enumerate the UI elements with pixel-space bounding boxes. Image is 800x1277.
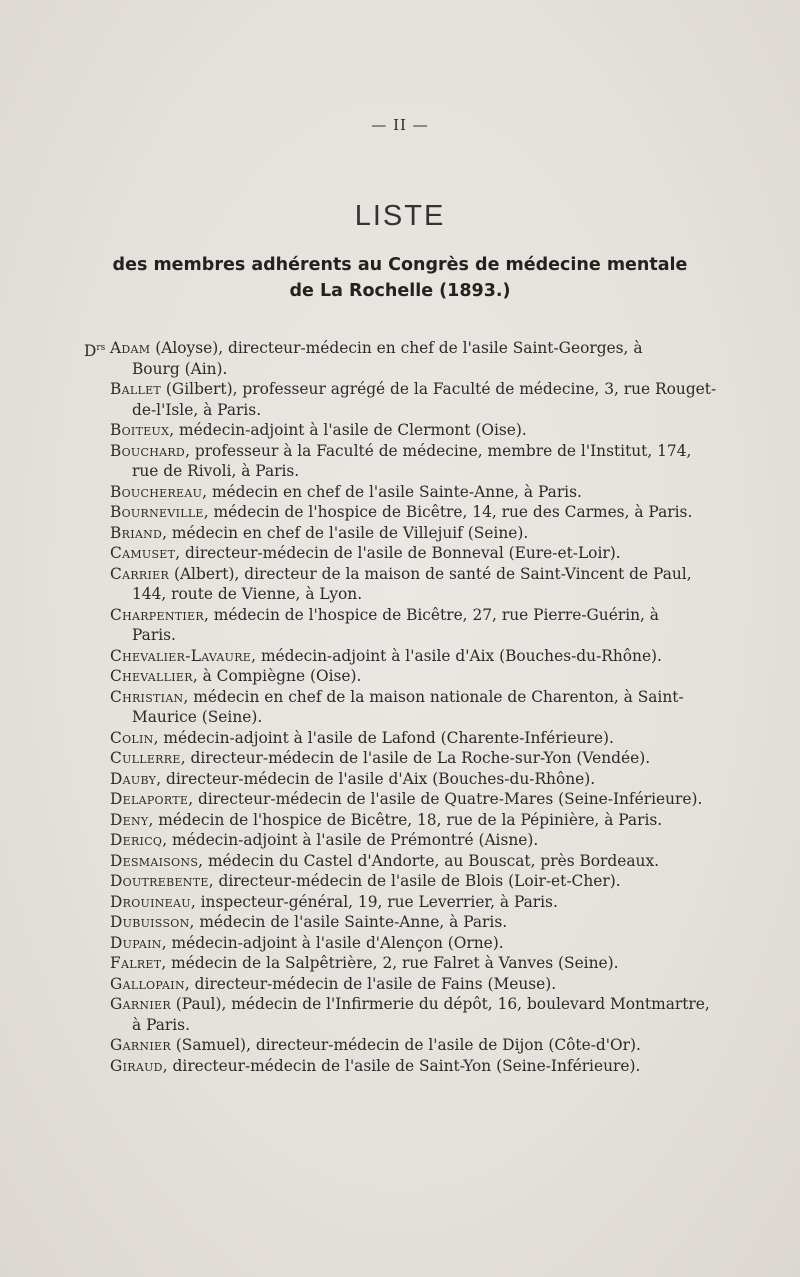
member-description: (Samuel), directeur-médecin de l'asile de Dijon (Côte-d'Or). [170,1036,641,1054]
member-name: Falret [110,954,162,972]
member-entry [110,441,710,482]
member-description: Maurice (Seine). [132,708,263,726]
member-entry [110,810,710,831]
member-description: , médecin-adjoint à l'asile de Prémontré (Aisne). [162,831,539,849]
member-description: , médecin de l'hospice de Bicêtre, 18, rue de la Pépinière, à Paris. [148,810,663,829]
member-name: Doutrebente [110,872,209,890]
member-name: Desmaisons [110,851,199,870]
member-description: de-l'Isle, à Paris. [132,400,262,419]
entry-first-line [110,379,717,400]
entry-first-line [110,953,710,974]
member-description: , inspecteur-général, 19, rue Leverrier, à Paris. [190,892,558,911]
member-entry [110,605,710,646]
entry-first-line [110,892,710,913]
member-name: Drouineau [110,892,191,911]
member-entry [110,769,710,790]
member-name: Garnier [110,1036,171,1054]
entry-first-line [110,810,710,831]
entry-first-line [110,912,710,933]
member-description: (Gilbert), professeur agrégé de la Faculté de médecine, 3, rue Rouget- [161,380,717,398]
member-description: , médecin de l'hospice de Bicêtre, 27, rue Pierre-Guérin, à [203,605,659,624]
entry-continuation-line [110,625,710,646]
member-name: Bouchard [110,441,186,460]
member-name: Deny [110,810,149,829]
entry-first-line [110,605,710,626]
member-name: Colin [110,728,154,747]
entry-continuation-line [110,584,710,605]
member-description: (Paul), médecin de l'Infirmerie du dépôt, 16, boulevard Montmartre, [170,995,710,1013]
member-entry [110,974,710,995]
member-description: , directeur-médecin de l'asile d'Aix (Bouches-du-Rhône). [156,769,596,788]
member-entry [110,379,717,420]
member-name: Bouchereau [110,482,203,501]
page-subtitle [0,252,800,304]
member-entry [110,892,710,913]
member-name: Carrier [110,564,170,583]
member-description: , médecin en chef de l'asile Sainte-Anne, à Paris. [202,482,582,501]
entry-first-line [110,974,710,995]
member-description: 144, route de Vienne, à Lyon. [132,585,363,603]
member-description: , médecin-adjoint à l'asile d'Alençon (Orne). [161,933,504,952]
member-description: , médecin de l'asile Sainte-Anne, à Paris. [189,913,508,931]
member-entry [110,728,710,749]
member-entry [110,523,710,544]
member-entry [110,933,710,954]
entry-continuation-line [110,707,710,728]
member-name: Charpentier [110,605,204,624]
entry-first-line [110,523,710,544]
member-description: , directeur-médecin de l'asile de Saint-Yon (Seine-Inférieure). [162,1056,641,1075]
entry-first-line [110,564,710,585]
member-name: Christian [110,687,184,706]
member-entry [110,564,710,605]
member-name: Gallopain [110,974,185,993]
entry-first-line [110,789,710,810]
member-entry [110,789,710,810]
subtitle-line-2: de La Rochelle (1893.) [289,281,511,301]
member-entry [110,420,710,441]
member-name: Bourneville [110,503,204,521]
member-entry [110,666,710,687]
member-description: , médecin en chef de l'asile de Villejuif (Seine). [162,523,529,542]
entry-first-line [110,666,710,687]
member-description: , médecin-adjoint à l'asile d'Aix (Bouches-du-Rhône). [251,646,662,665]
entry-continuation-line [110,400,710,421]
member-description: Paris. [132,626,176,644]
member-description: , médecin du Castel d'Andorte, au Bouscat, près Bordeaux. [198,851,660,870]
entry-first-line [110,420,710,441]
entry-first-line [110,1056,710,1077]
member-name: Giraud [110,1056,163,1075]
entry-first-line [110,871,710,892]
member-description: rue de Rivoli, à Paris. [132,462,300,480]
entry-first-line [110,933,710,954]
member-list [84,338,717,1076]
page-number: — II — [371,116,429,134]
entry-first-line [110,646,710,667]
member-name: Ballet [110,380,162,398]
member-name: Cullerre [110,749,181,767]
member-name: Dauby [110,769,157,788]
member-description: , à Compiègne (Oise). [192,667,362,685]
member-name: Chevalier-Lavaure [110,646,252,665]
entry-first-line [110,441,710,462]
member-description: , médecin-adjoint à l'asile de Lafond (Charente-Inférieure). [153,728,614,747]
member-description: , directeur-médecin de l'asile de La Roche-sur-Yon (Vendée). [180,749,651,767]
entry-first-line [110,338,710,359]
entry-first-line [110,482,710,503]
member-entry [110,912,710,933]
entry-first-line [110,502,710,523]
entry-first-line [110,1035,710,1056]
member-entry [110,748,710,769]
member-description: , directeur-médecin de l'asile de Fains (Meuse). [184,974,557,993]
member-entry [110,871,710,892]
member-entry [110,338,710,379]
entry-continuation-line [110,461,710,482]
entry-first-line [110,830,710,851]
member-description: , médecin-adjoint à l'asile de Clermont (Oise). [169,421,527,439]
member-description: à Paris. [132,1015,190,1034]
member-description: , directeur-médecin de l'asile de Blois (Loir-et-Cher). [208,872,621,890]
entry-first-line [110,543,710,564]
member-name: Dericq [110,831,163,849]
member-name: Dubuisson [110,913,190,931]
prefix-letter: D [84,342,97,361]
member-description: , médecin de l'hospice de Bicêtre, 14, rue des Carmes, à Paris. [203,503,693,521]
entry-first-line [110,769,710,790]
member-entry [110,502,710,523]
subtitle-line-1: des membres adhérents au Congrès de médecine mentale [112,255,688,275]
entry-first-line [110,748,710,769]
doctors-prefix [84,338,105,362]
member-name: Chevallier [110,667,193,685]
member-entry [110,851,710,872]
entry-first-line [110,728,710,749]
prefix-superscript: rs [96,343,106,353]
member-description: , directeur-médecin de l'asile de Quatre-Mares (Seine-Inférieure). [188,790,703,808]
entry-first-line [110,687,710,708]
page-title: LISTE [354,200,446,232]
member-entry [110,543,710,564]
member-name: Garnier [110,995,171,1013]
member-entry [110,830,710,851]
entry-continuation-line [110,359,710,380]
member-description: , médecin en chef de la maison nationale de Charenton, à Saint- [183,687,684,706]
member-name: Dupain [110,933,162,952]
member-description: , directeur-médecin de l'asile de Bonneval (Eure-et-Loir). [175,544,621,562]
entry-first-line [110,851,710,872]
member-name: Briand [110,523,163,542]
member-name: Delaporte [110,790,189,808]
member-description: Bourg (Ain). [132,359,228,378]
member-name: Camuset [110,544,176,562]
member-entry [110,994,710,1035]
member-entry [110,1056,710,1077]
member-description: (Albert), directeur de la maison de santé de Saint-Vincent de Paul, [169,564,692,583]
member-entry [110,646,710,667]
member-description: , médecin de la Salpêtrière, 2, rue Falret à Vanves (Seine). [161,954,619,972]
entry-first-line [110,994,710,1015]
member-name: Boiteux [110,421,170,439]
member-entry [110,953,710,974]
member-description: , professeur à la Faculté de médecine, membre de l'Institut, 174, [185,441,692,460]
member-name: Adam [110,339,151,357]
member-entry [110,1035,710,1056]
member-entry [110,687,710,728]
entry-continuation-line [110,1015,710,1036]
member-description: (Aloyse), directeur-médecin en chef de l'asile Saint-Georges, à [150,339,643,357]
member-entry [110,482,710,503]
